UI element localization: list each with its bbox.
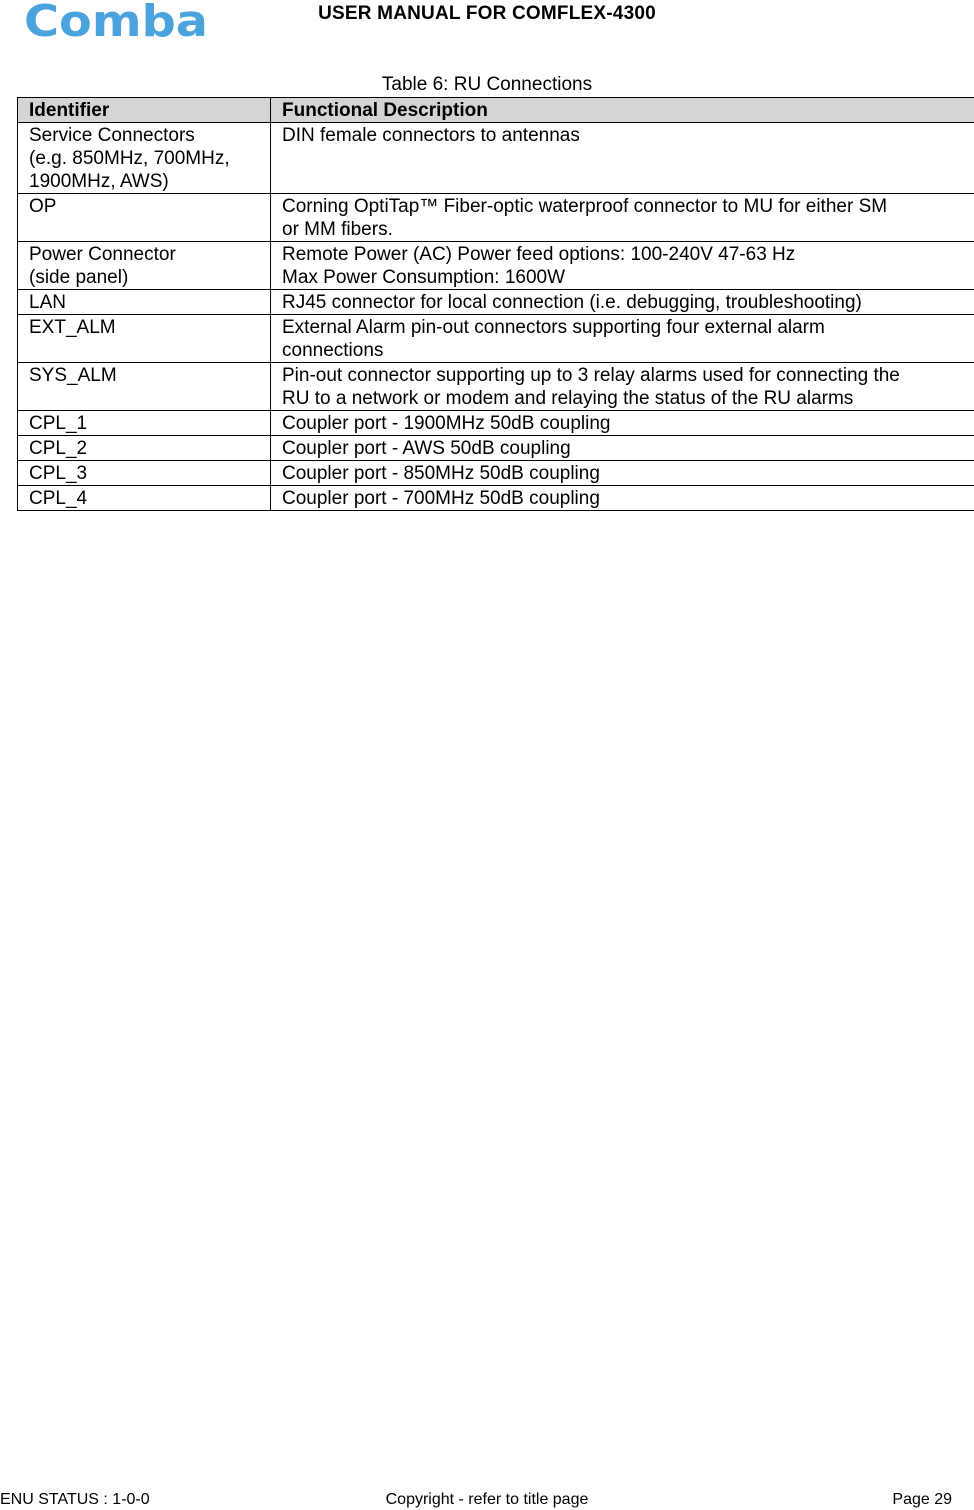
identifier-cell: EXT_ALM <box>18 315 271 363</box>
table-header-row <box>18 98 974 123</box>
identifier-cell: Power Connector (side panel) <box>18 242 271 290</box>
description-cell: Coupler port - 700MHz 50dB coupling <box>271 486 974 511</box>
footer-page-number: Page 29 <box>892 1491 952 1508</box>
description-cell: Coupler port - 850MHz 50dB coupling <box>271 461 974 486</box>
identifier-cell: CPL_1 <box>18 411 271 436</box>
table-row <box>18 315 974 363</box>
identifier-cell: LAN <box>18 290 271 315</box>
table-row <box>18 486 974 511</box>
table-row <box>18 123 974 194</box>
description-cell: Pin-out connector supporting up to 3 relay alarms used for connecting the RU to a network or modem and relaying the status of the RU alarms <box>271 363 974 411</box>
identifier-cell: OP <box>18 194 271 242</box>
table-caption: Table 6: RU Connections <box>381 74 593 95</box>
footer-copyright: Copyright - refer to title page <box>385 1491 589 1508</box>
column-header-description: Functional Description <box>271 98 974 123</box>
description-cell: External Alarm pin-out connectors supporting four external alarm connections <box>271 315 974 363</box>
table-row <box>18 436 974 461</box>
document-title: USER MANUAL FOR COMFLEX-4300 <box>318 3 656 24</box>
logo-text: Comba <box>24 0 208 42</box>
table-row <box>18 363 974 411</box>
description-cell: Coupler port - 1900MHz 50dB coupling <box>271 411 974 436</box>
table-row <box>18 290 974 315</box>
table-row <box>18 411 974 436</box>
identifier-cell: CPL_4 <box>18 486 271 511</box>
description-cell: DIN female connectors to antennas <box>271 123 974 194</box>
table-row <box>18 194 974 242</box>
column-header-identifier: Identifier <box>18 98 271 123</box>
identifier-cell: SYS_ALM <box>18 363 271 411</box>
description-cell: Corning OptiTap™ Fiber-optic waterproof connector to MU for either SM or MM fibers. <box>271 194 974 242</box>
identifier-cell: Service Connectors (e.g. 850MHz, 700MHz, 1900MHz, AWS) <box>18 123 271 194</box>
identifier-cell: CPL_3 <box>18 461 271 486</box>
description-cell: RJ45 connector for local connection (i.e. debugging, troubleshooting) <box>271 290 974 315</box>
table-row <box>18 461 974 486</box>
identifier-cell: CPL_2 <box>18 436 271 461</box>
footer-status: ENU STATUS : 1-0-0 <box>0 1491 150 1508</box>
ru-connections-table <box>17 97 974 511</box>
description-cell: Remote Power (AC) Power feed options: 100-240V 47-63 Hz Max Power Consumption: 1600W <box>271 242 974 290</box>
description-cell: Coupler port - AWS 50dB coupling <box>271 436 974 461</box>
table-row <box>18 242 974 290</box>
